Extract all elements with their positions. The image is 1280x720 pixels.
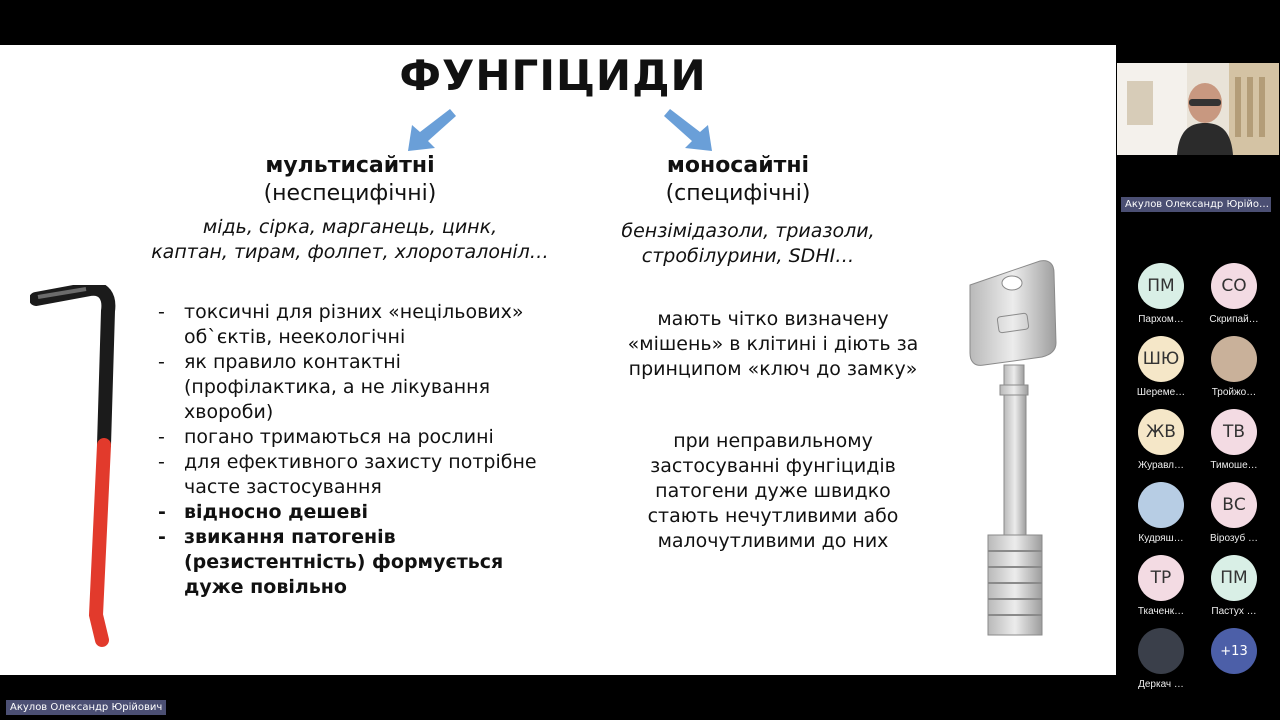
participant-name: Ткаченк… <box>1137 606 1185 617</box>
multisite-examples: мідь, сірка, марганець, цинк, каптан, тирам, фолпет, хлороталоніл… <box>151 216 549 263</box>
monosite-subheading: (специфічні) <box>665 181 811 206</box>
participant-avatar: +13 <box>1211 628 1257 674</box>
multisite-properties-list <box>158 300 558 600</box>
participant-name: Тимоше… <box>1210 460 1258 471</box>
key-image <box>962 255 1062 645</box>
participant-tile[interactable] <box>1131 555 1191 617</box>
monosite-examples: бензімідазоли, триазоли, стробілурини, SDHI… <box>621 220 875 267</box>
list-item: - для ефективного захисту потрібне часте застосування <box>158 450 558 500</box>
multisite-heading: мультисайтні <box>265 153 435 178</box>
participant-name: Кудряш… <box>1138 533 1184 544</box>
presenter-video[interactable] <box>1117 63 1279 155</box>
list-item: - звикання патогенів (резистентність) формується дуже повільно <box>158 525 558 600</box>
monosite-target-paragraph: мають чітко визначену «мішень» в клітині і діють за принципом «ключ до замку» <box>627 308 919 380</box>
participant-name: Вірозуб … <box>1210 533 1258 544</box>
participant-avatar: ТВ <box>1211 409 1257 455</box>
participant-avatar <box>1211 336 1257 382</box>
presentation-slide <box>0 45 1116 675</box>
list-item: - погано тримаються на рослині <box>158 425 558 450</box>
participant-avatar: ВС <box>1211 482 1257 528</box>
participant-name: Деркач … <box>1138 679 1184 690</box>
list-item: - токсичні для різних «нецільових» об`єктів, неекологічні <box>158 300 558 350</box>
participant-name: Пастух … <box>1211 606 1257 617</box>
arrow-down-left-icon <box>406 107 458 153</box>
participant-avatar <box>1138 628 1184 674</box>
participant-tile[interactable] <box>1131 628 1191 690</box>
participant-tile[interactable] <box>1204 263 1264 325</box>
participant-name: Журавл… <box>1137 460 1185 471</box>
participant-tile[interactable] <box>1131 336 1191 398</box>
participant-name: Тройжо… <box>1211 387 1257 398</box>
participant-tile[interactable] <box>1204 482 1264 544</box>
participant-tile[interactable] <box>1204 628 1264 679</box>
participant-avatar: ПМ <box>1138 263 1184 309</box>
slide-title: ФУНГІЦИДИ <box>399 51 707 100</box>
multisite-subheading: (неспецифічні) <box>263 181 437 206</box>
monosite-resistance-paragraph: при неправильному застосуванні фунгіцидів патогени дуже швидко стають нечутливими або малочутливими до них <box>647 430 899 552</box>
presenter-name-tag: Акулов Олександр Юрійо… <box>1121 197 1271 212</box>
list-item: - як правило контактні (профілактика, а не лікування хвороби) <box>158 350 558 425</box>
active-speaker-name: Акулов Олександр Юрійович <box>6 700 166 715</box>
participant-avatar: СО <box>1211 263 1257 309</box>
participant-tile[interactable] <box>1131 482 1191 544</box>
monosite-heading: моносайтні <box>666 153 810 178</box>
participant-tile[interactable] <box>1204 555 1264 617</box>
participant-tile[interactable] <box>1131 263 1191 325</box>
participant-tile[interactable] <box>1131 409 1191 471</box>
participant-avatar: ШЮ <box>1138 336 1184 382</box>
participant-avatar: ПМ <box>1211 555 1257 601</box>
crowbar-image <box>30 285 120 650</box>
participant-tile[interactable] <box>1204 336 1264 398</box>
list-item: - відносно дешеві <box>158 500 558 525</box>
participant-name: Шереме… <box>1136 387 1186 398</box>
arrow-down-right-icon <box>662 107 714 153</box>
participant-tile[interactable] <box>1204 409 1264 471</box>
participant-name: Скрипай… <box>1209 314 1259 325</box>
participant-name: Пархом… <box>1138 314 1184 325</box>
participant-avatar: ТР <box>1138 555 1184 601</box>
participant-avatar <box>1138 482 1184 528</box>
participant-avatar: ЖВ <box>1138 409 1184 455</box>
